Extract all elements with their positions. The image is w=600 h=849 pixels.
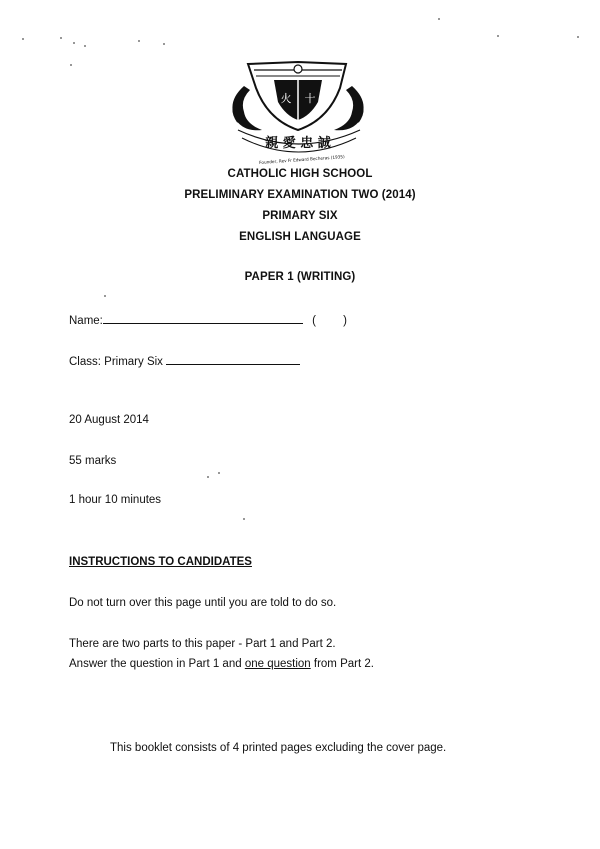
scan-speck xyxy=(84,45,86,47)
school-name: CATHOLIC HIGH SCHOOL xyxy=(227,168,373,180)
scan-speck xyxy=(73,42,75,44)
instruction-line-3 xyxy=(69,658,374,670)
instruction-line-3-suffix: from Part 2. xyxy=(310,658,374,670)
duration: 1 hour 10 minutes xyxy=(69,494,162,506)
scan-speck xyxy=(438,18,440,20)
name-field[interactable] xyxy=(103,314,303,324)
svg-text:親 愛 忠 誠: 親 愛 忠 誠 xyxy=(265,136,331,151)
name-label: Name: xyxy=(69,315,103,327)
scan-speck xyxy=(577,36,579,38)
instructions-heading: INSTRUCTIONS TO CANDIDATES xyxy=(69,556,252,568)
exam-date: 20 August 2014 xyxy=(69,414,149,426)
subject-title: ENGLISH LANGUAGE xyxy=(239,231,361,243)
scan-speck xyxy=(70,64,72,66)
scan-speck xyxy=(497,35,499,37)
instruction-line-2: There are two parts to this paper - Part 1 and Part 2. xyxy=(69,638,336,650)
svg-text:Founder, Rev Fr Edward Bechera: Founder, Rev Fr Edward Becheras (1935) xyxy=(258,154,345,165)
level-title: PRIMARY SIX xyxy=(262,210,338,222)
scan-speck xyxy=(138,40,140,42)
instruction-line-3-prefix: Answer the question in Part 1 and xyxy=(69,658,245,670)
svg-text:十: 十 xyxy=(304,92,316,105)
scan-speck xyxy=(163,43,165,45)
class-field[interactable] xyxy=(166,355,300,365)
name-row xyxy=(69,314,347,327)
scan-speck xyxy=(243,518,245,520)
class-label: Class: Primary Six xyxy=(69,356,163,368)
scan-speck xyxy=(207,476,209,478)
index-close-paren: ) xyxy=(343,315,347,327)
svg-text:火: 火 xyxy=(280,92,292,105)
exam-title: PRELIMINARY EXAMINATION TWO (2014) xyxy=(184,189,416,201)
paper-title: PAPER 1 (WRITING) xyxy=(244,271,356,283)
scan-speck xyxy=(218,472,220,474)
total-marks: 55 marks xyxy=(69,455,117,467)
class-row xyxy=(69,355,300,368)
instruction-line-3-underlined: one question xyxy=(244,658,311,670)
school-crest-logo xyxy=(218,58,378,168)
instruction-line-1: Do not turn over this page until you are told to do so. xyxy=(69,597,337,609)
scan-speck xyxy=(60,37,62,39)
scan-speck xyxy=(104,295,106,297)
index-open-paren: ( xyxy=(312,315,316,327)
booklet-note: This booklet consists of 4 printed pages excluding the cover page. xyxy=(110,742,447,754)
scan-speck xyxy=(22,38,24,40)
